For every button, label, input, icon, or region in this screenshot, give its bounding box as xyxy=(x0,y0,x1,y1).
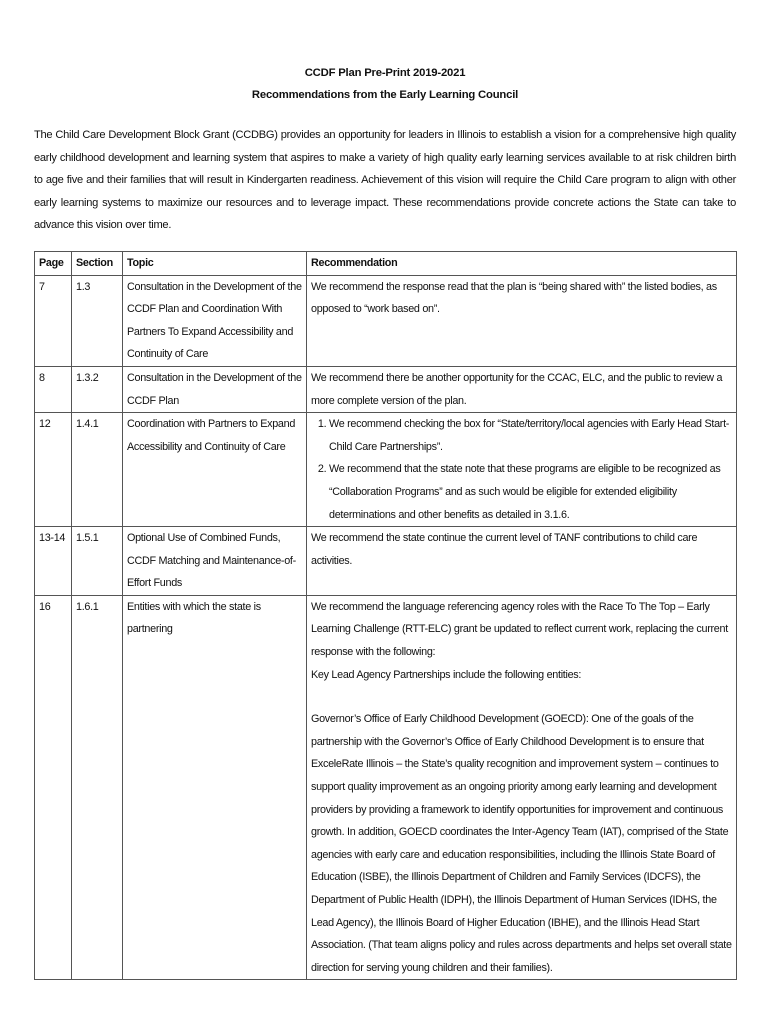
list-item: 2. We recommend that the state note that these programs are eligible to be recognized as “Collaboration Programs” and as such would be eligible for extended eligibility determinations and other benefits as detailed in 3.1.6. xyxy=(329,458,732,526)
title-line-2: Recommendations from the Early Learning Council xyxy=(251,89,519,101)
cell-recommendation xyxy=(307,595,737,980)
paragraph-gap xyxy=(311,686,732,708)
cell-page: 13-14 xyxy=(35,527,72,596)
header-section: Section xyxy=(72,251,123,275)
recommendation-list xyxy=(311,413,732,526)
cell-section: 1.3.2 xyxy=(72,366,123,412)
header-recommendation: Recommendation xyxy=(307,251,737,275)
table-header-row xyxy=(35,251,737,275)
header-topic: Topic xyxy=(123,251,307,275)
recommendations-table xyxy=(34,251,737,980)
cell-topic: Optional Use of Combined Funds, CCDF Matching and Maintenance-of-Effort Funds xyxy=(123,527,307,596)
table-row xyxy=(35,366,737,412)
table-row xyxy=(35,275,737,366)
cell-topic: Consultation in the Development of the CCDF Plan xyxy=(123,366,307,412)
cell-page: 12 xyxy=(35,413,72,527)
cell-topic: Entities with which the state is partnering xyxy=(123,595,307,980)
cell-page: 16 xyxy=(35,595,72,980)
recommendation-goecd-paragraph: Governor’s Office of Early Childhood Development (GOECD): One of the goals of the partnership with the Governor’s Office of Early Childhood Development is to ensure that ExceleRate Illinois – the State’s quality recognition and improvement system – continues to support quality improvement as an ongoing priority among early learning and development providers by providing a framework to identify opportunities for improvement and continuous growth. In addition, GOECD coordinates the Inter-Agency Team (IAT), comprised of the State agencies with early care and education responsibilities, including the Illinois State Board of Education (ISBE), the Illinois Department of Children and Family Services (IDCFS), the Department of Public Health (IDPH), the Illinois Department of Human Services (IDHS, the Lead Agency), the Illinois Board of Higher Education (IBHE), and the Illinois Head Start Association. (That team aligns policy and rules across departments and helps set overall state direction for serving young children and their families). xyxy=(311,713,732,974)
cell-topic: Consultation in the Development of the CCDF Plan and Coordination With Partners To Expand Accessibility and Continuity of Care xyxy=(123,275,307,366)
list-item: 1. We recommend checking the box for “State/territory/local agencies with Early Head Start-Child Care Partnerships”. xyxy=(329,413,732,458)
table-row xyxy=(35,595,737,980)
document-title xyxy=(34,62,736,106)
document-page xyxy=(34,62,736,980)
recommendation-text: We recommend the language referencing agency roles with the Race To The Top – Early Learning Challenge (RTT-ELC) grant be updated to reflect current work, replacing the current response with the following: xyxy=(311,600,728,659)
table-row xyxy=(35,413,737,527)
title-line-1: CCDF Plan Pre-Print 2019-2021 xyxy=(304,67,466,79)
cell-recommendation: We recommend the state continue the current level of TANF contributions to child care activities. xyxy=(307,527,737,596)
cell-section: 1.3 xyxy=(72,275,123,366)
cell-recommendation xyxy=(307,413,737,527)
recommendation-text-line2: Key Lead Agency Partnerships include the following entities: xyxy=(311,668,582,681)
cell-section: 1.5.1 xyxy=(72,527,123,596)
header-page: Page xyxy=(35,251,72,275)
cell-recommendation: We recommend there be another opportunity for the CCAC, ELC, and the public to review a more complete version of the plan. xyxy=(307,366,737,412)
cell-page: 8 xyxy=(35,366,72,412)
cell-section: 1.6.1 xyxy=(72,595,123,980)
table-row xyxy=(35,527,737,596)
cell-page: 7 xyxy=(35,275,72,366)
cell-topic: Coordination with Partners to Expand Accessibility and Continuity of Care xyxy=(123,413,307,527)
intro-paragraph: The Child Care Development Block Grant (CCDBG) provides an opportunity for leaders in Illinois to establish a vision for a comprehensive high quality early childhood development and learning system that aspires to make a variety of high quality early learning services available to at risk children birth to age five and their families that will result in Kindergarten readiness. Achievement of this vision will require the Child Care program to align with other early learning systems to maximize our resources and to leverage impact. These recommendations provide concrete actions the State can take to advance this vision over time. xyxy=(34,129,736,232)
cell-recommendation: We recommend the response read that the plan is “being shared with” the listed bodies, as opposed to “work based on”. xyxy=(307,275,737,366)
cell-section: 1.4.1 xyxy=(72,413,123,527)
